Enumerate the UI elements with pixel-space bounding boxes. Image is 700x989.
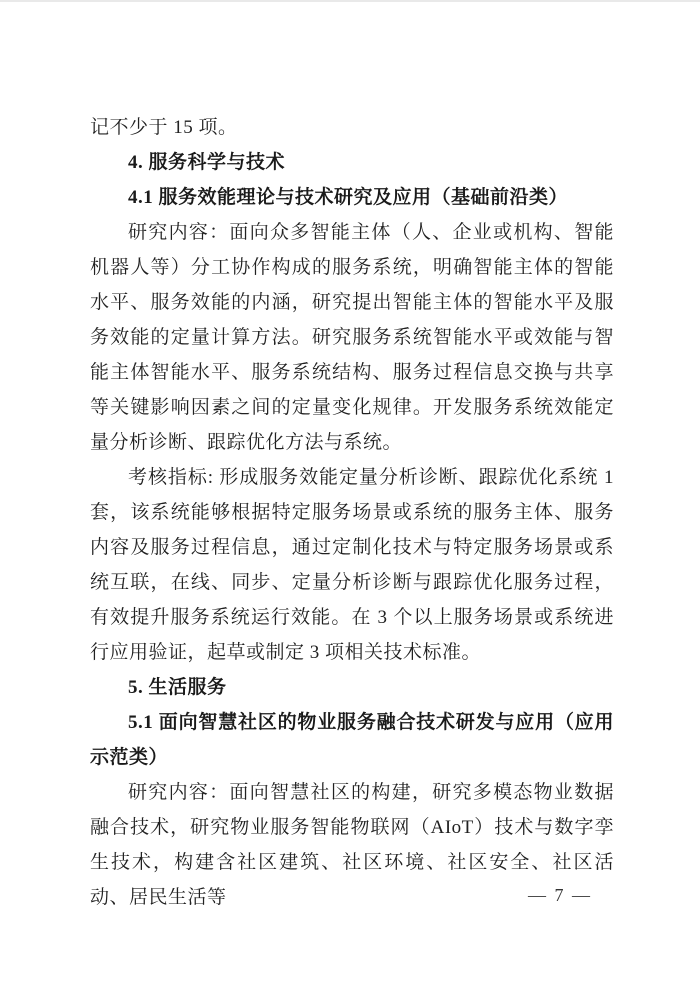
page-number: — 7 — xyxy=(528,885,592,905)
paragraph-research-content-5-1: 研究内容：面向智慧社区的构建，研究多模态物业数据融合技术，研究物业服务智能物联网（AIoT）技术与数字孪生技术，构建含社区建筑、社区环境、社区安全、社区活动、居民生活等 xyxy=(90,782,614,908)
section-heading-4-1: 4.1 服务效能理论与技术研究及应用（基础前沿类） xyxy=(128,187,569,208)
paragraph-research-content-4-1: 研究内容：面向众多智能主体（人、企业或机构、智能机器人等）分工协作构成的服务系统，明确智能主体的智能水平、服务效能的内涵，研究提出智能主体的智能水平及服务效能的定量计算方法。研究服务系统智能水平或效能与智能主体智能水平、服务系统结构、服务过程信息交换与共享等关键影响因素之间的定量变化规律。开发服务系统效能定量分析诊断、跟踪优化方法与系统。 xyxy=(90,222,614,453)
paragraph-continuation: 记不少于 15 项。 xyxy=(90,117,238,138)
section-heading-5: 5. 生活服务 xyxy=(128,677,227,698)
section-heading-5-1: 5.1 面向智慧社区的物业服务融合技术研发与应用（应用示范类） xyxy=(90,712,614,768)
section-heading-4: 4. 服务科学与技术 xyxy=(128,152,286,173)
paragraph-assessment-indicators-4-1: 考核指标: 形成服务效能定量分析诊断、跟踪优化系统 1 套，该系统能够根据特定服务场景或系统的服务主体、服务内容及服务过程信息，通过定制化技术与特定服务场景或系统互联，在线、同步、定量分析诊断与跟踪优化服务过程，有效提升服务系统运行效能。在 3 个以上服务场景或系统进行应用验证，起草或制定 3 项相关技术标准。 xyxy=(90,467,614,663)
page-top-edge-divider xyxy=(0,0,700,2)
document-body xyxy=(90,110,614,915)
